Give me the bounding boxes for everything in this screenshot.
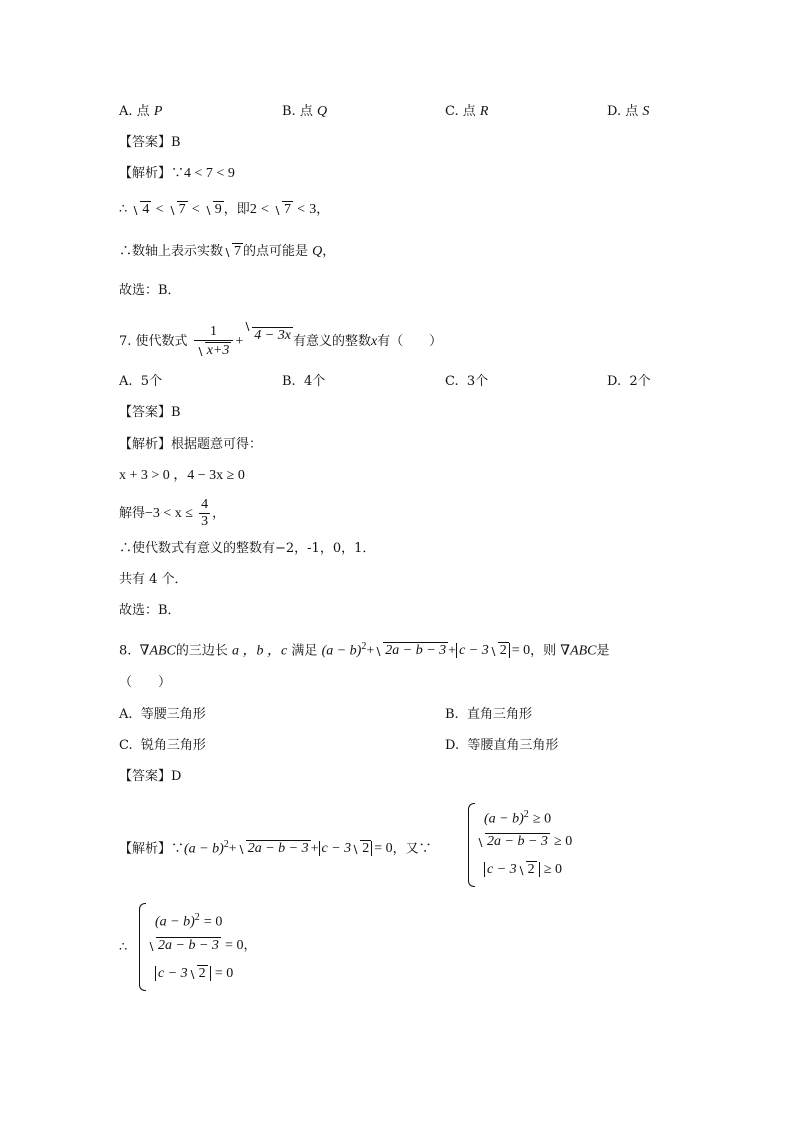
text: 是 [596,643,610,659]
q7-analysis: 【解析】根据题意可得： [119,437,263,452]
equals-zero: = 0 [509,643,530,658]
q6-option-a [119,102,162,122]
numerator: 1 [210,324,218,339]
q8-option-b [445,705,532,725]
option-var: Q [316,104,328,119]
exponent: 2 [523,809,529,820]
q8-answer: 【答案】D [119,769,182,784]
number: 3 [309,202,317,217]
system2-row3 [155,964,233,984]
lt-symbol: < [155,202,164,217]
radicand: 2a − b − 3 [158,938,219,953]
q8-therefore: ∴ [119,940,128,955]
radicand: 7 [178,202,186,217]
sqrt-symbol [244,316,293,356]
q7-option-a [119,372,162,392]
sqrt-symbol [490,641,509,661]
q6-option-c [445,102,488,122]
q8-paren: （ ） [119,675,172,690]
var: x [370,334,378,349]
triangle-name: ∇ABC [560,643,597,659]
q7-answer: 【答案】B [119,405,181,420]
relation: ≥ 0 [543,862,562,877]
system-brace [468,803,475,887]
text: 的三边长 [175,643,228,659]
radicand: 2 [198,966,206,981]
denominator: 3 [201,514,209,529]
q7-total: 共有 4 个． [119,572,188,587]
option-letter: C. [445,374,459,389]
radicand: 2a − b − 3 [385,643,447,659]
sqrt-symbol [375,641,448,661]
ie-text: ，即 [223,202,250,217]
triangle-name: ∇ABC [139,643,176,659]
term: (a − b) [484,811,524,827]
q8-stem [119,637,610,661]
sqrt-symbol [132,200,151,220]
text: ，则 [530,643,557,659]
abs-term: c − 3 [484,862,517,877]
option-var: R [479,104,489,119]
text: 的点可能是 [243,244,309,259]
numerator: 4 [201,497,209,512]
option-text: 直角三角形 [466,707,532,722]
abs-term: c − 3 [155,966,188,981]
option-letter: B. [282,374,296,389]
q6-choose: 故选：B． [119,283,181,298]
option-var: P [153,104,163,119]
radicand: 4 − 3x [254,328,291,343]
q6-option-d [607,102,649,122]
option-letter: C. [119,738,133,753]
option-text: 5个 [140,374,163,389]
system-brace [139,903,146,991]
q6-analysis-line2 [119,200,329,220]
radicand: 2a − b − 3 [487,834,548,849]
var: Q [312,244,323,259]
q8-analysis-line1 [119,835,432,859]
inequality: −3 < x ≤ [145,506,193,521]
analysis-tag: 【解析】∵ [119,841,185,857]
q7-option-b [282,372,325,392]
option-letter: A. [119,104,133,119]
system2-row1 [155,908,222,932]
abs-term: c − 3 [319,841,352,856]
q6-option-b [282,102,327,122]
option-text: 4个 [303,374,326,389]
plus-symbol: + [366,643,375,659]
option-letter: A. [119,707,133,722]
sides: a ，b ，c [232,643,288,659]
exponent: 2 [194,912,200,923]
option-text: 点 [462,104,476,119]
fraction [194,324,234,359]
option-letter: B. [445,707,459,722]
option-text: 点 [299,104,313,119]
comma: ， [243,938,257,953]
plus-symbol: + [235,334,244,349]
text: ∴数轴上表示实数 [119,244,224,259]
option-letter: D. [607,374,622,389]
sqrt-symbol [148,936,221,956]
plus-symbol: + [448,643,457,659]
radicand: 7 [284,202,291,217]
radicand: 4 [142,202,150,217]
relation: = 0 [203,914,223,930]
equals-zero: = 0 [371,841,392,856]
option-text: 点 [136,104,150,119]
option-letter: A. [119,374,133,389]
plus-symbol: + [228,841,237,857]
q6-analysis-line3 [119,242,335,262]
option-text: 3个 [466,374,489,389]
comma: ， [316,202,330,217]
relation: = 0 [214,966,234,981]
therefore-symbol: ∴ [119,202,128,217]
q7-integers: ∴使代数式有意义的整数有−2，-1，0，1． [119,541,376,556]
question-prefix: 7. 使代数式 [119,334,188,349]
radicand: 7 [234,244,242,259]
q8-option-d [445,736,558,756]
text: 满足 [291,643,318,659]
sqrt-symbol [169,200,188,220]
sqrt-symbol [518,860,537,880]
plus-symbol: + [310,841,319,857]
radicand: 2 [527,862,535,877]
option-text: 等腰直角三角形 [467,738,559,753]
sqrt-symbol [274,200,293,220]
radicand: 2 [362,841,370,857]
option-letter: D. [445,738,460,753]
sqrt-symbol [477,832,550,852]
comma: ， [212,506,226,521]
denominator [194,340,234,359]
radicand: x+3 [206,343,230,358]
text: 有意义的整数 [292,334,371,349]
option-text: 锐角三角形 [140,738,206,753]
sqrt-symbol [224,242,243,262]
option-text: 点 [625,104,639,119]
system1-row3 [484,860,562,880]
question-prefix: 8. [119,643,132,659]
radicand: 9 [214,202,222,217]
q8-option-c [119,736,206,756]
number: 2 [249,202,257,217]
option-letter: B. [282,104,296,119]
lt-symbol: < [260,202,269,217]
option-text: 2个 [629,374,651,389]
abs-term: c − 3 [456,643,489,658]
system2-row2 [147,936,256,956]
fraction [199,497,210,530]
text: ，又∵ [392,841,432,857]
option-text: 等腰三角形 [140,707,206,722]
q8-option-a [119,705,206,725]
radicand: 2a − b − 3 [247,841,309,857]
because-symbol: ∵ [171,166,185,181]
analysis-tag: 【解析】 [119,166,172,181]
q7-stem [119,316,442,362]
lt-symbol: < [297,202,306,217]
term: (a − b) [321,643,362,659]
q7-option-d [607,372,651,392]
text: 解得 [119,506,146,521]
sqrt-symbol [205,200,224,220]
exponent: 2 [361,641,367,652]
q6-analysis-line1 [119,164,235,184]
q7-solution [119,494,225,534]
sqrt-symbol [197,341,232,359]
sqrt-symbol [352,839,371,859]
exponent: 2 [223,839,229,850]
text: 有（ ） [377,334,443,349]
term: (a − b) [155,914,195,930]
inequality: 4 < 7 < 9 [184,166,235,181]
relation: ≥ 0 [554,834,573,849]
lt-symbol: < [191,202,200,217]
sqrt-symbol [189,964,208,984]
option-letter: C. [445,104,459,119]
relation: = 0 [225,938,244,953]
relation: ≥ 0 [532,811,552,827]
q7-option-c [445,372,488,392]
option-var: S [642,104,650,119]
comma: ， [322,244,336,259]
radicand: 2 [499,643,507,659]
system1-row1 [484,805,551,829]
term: (a − b) [184,841,224,857]
q6-answer: 【答案】B [119,135,181,150]
q7-condition: x + 3 > 0 ，4 − 3x ≥ 0 [119,468,245,483]
sqrt-symbol [238,839,311,859]
q7-choose: 故选：B． [119,603,181,618]
system1-row2 [476,832,572,852]
option-letter: D. [607,104,622,119]
